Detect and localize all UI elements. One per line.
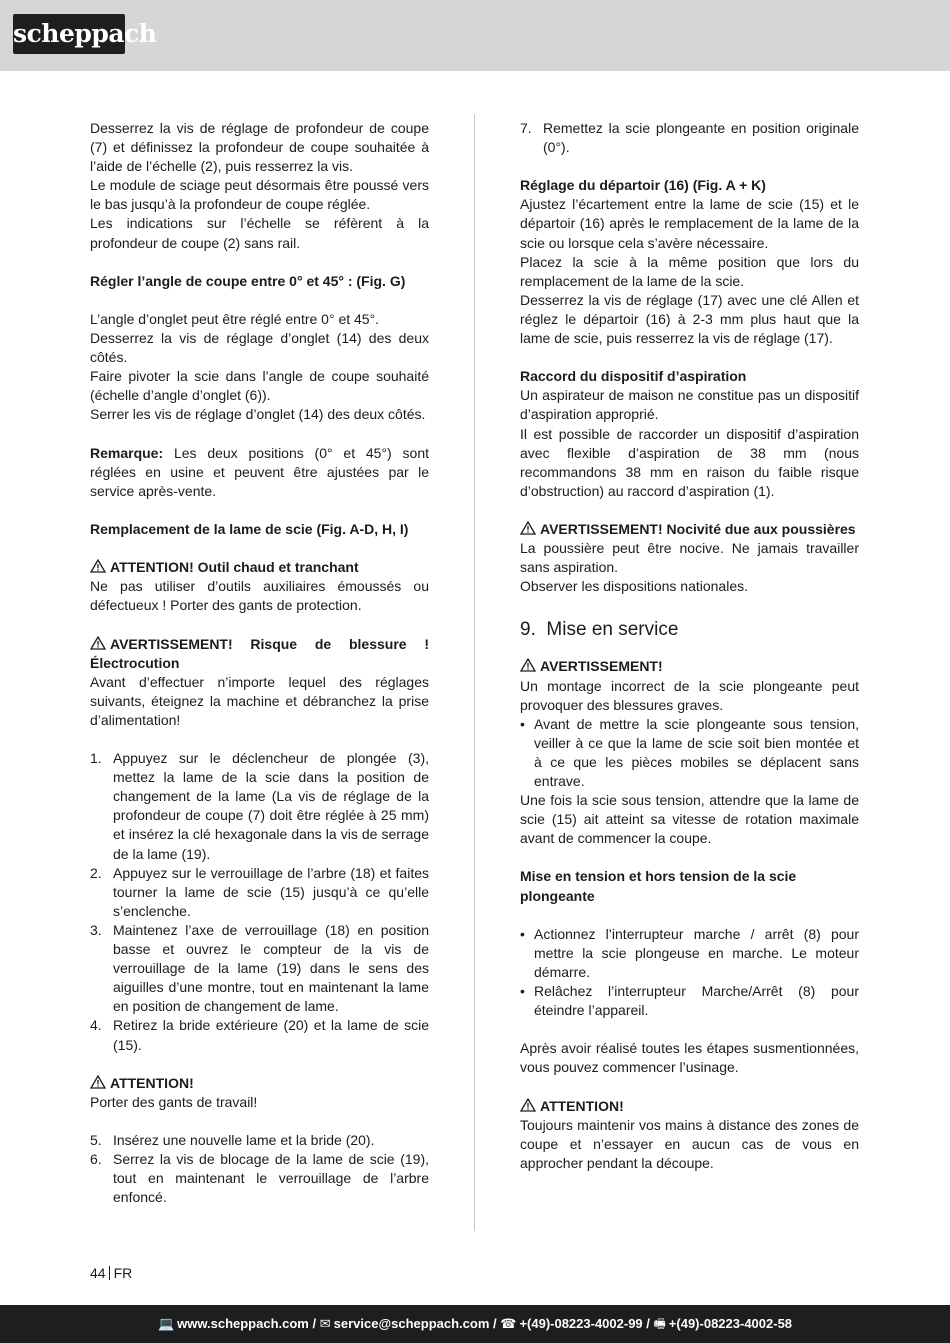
- warning-assembly: AVERTISSEMENT!: [520, 657, 859, 676]
- angle-paragraph-1: L’angle d’onglet peut être réglé entre 0° et 45°.: [90, 310, 380, 327]
- footer-website[interactable]: www.scheppach.com /: [177, 1316, 317, 1331]
- riving-paragraph-2: Placez la scie à la même position que lors du remplacement de la lame de la scie.: [520, 253, 859, 289]
- section-title: Mise en service: [546, 619, 679, 641]
- note-paragraph: [90, 444, 429, 501]
- footer-fax: +(49)-08223-4002-58: [668, 1316, 793, 1331]
- riving-paragraph-1: Ajustez l’écartement entre la lame de scie (15) et le départoir (16) après le remplacement de la lame de la scie ou lorsque cela s’avère nécessaire.: [520, 196, 859, 251]
- list-item: 1. Appuyez sur le déclencheur de plongée (3), mettez la lame de la scie dans la position de changement de la lame (La vis de réglage de la profondeur de coupe (7) doit être réglée à 25 mm) et insérez la clé hexagonale dans la vis de serrage de la lame (19).: [90, 750, 429, 862]
- warning-gloves-text: Porter des gants de travail!: [90, 1093, 258, 1110]
- warning-triangle-icon: [520, 658, 536, 672]
- left-column: [90, 119, 429, 1207]
- startup-bullet-list: [520, 715, 859, 791]
- angle-paragraph-2: Desserrez la vis de réglage d’onglet (14) des deux côtés.: [90, 330, 429, 366]
- warning-assembly-text: Un montage incorrect de la scie plongeante peut provoquer des blessures graves.: [520, 677, 859, 713]
- list-item: 6. Serrez la vis de blocage de la lame de scie (19), tout en maintenant le verrouillage de l’arbre enfoncé.: [90, 1151, 429, 1206]
- phone-icon: ☎: [500, 1316, 517, 1331]
- footer-phone: +(49)-08223-4002-99 /: [519, 1316, 650, 1331]
- note-label: Remarque:: [90, 444, 164, 461]
- warning-electrocution: AVERTISSEMENT! Risque de blessure ! Électrocution: [90, 635, 429, 671]
- list-item: 4. Retirez la bride extérieure (20) et la lame de scie (15).: [90, 1017, 429, 1053]
- list-item: 2. Appuyez sur le verrouillage de l’arbre (18) et faites tourner la lame de scie (15) jusqu’à ce qu’elle s’enclenche.: [90, 864, 429, 919]
- list-item: 7. Remettez la scie plongeante en position originale (0°).: [520, 120, 859, 156]
- warning-electrocution-text: Avant d’effectuer n’importe lequel des réglages suivants, éteignez la machine et débranchez la prise d’alimentation!: [90, 673, 429, 728]
- warning-triangle-icon: [90, 559, 106, 573]
- blade-heading: Remplacement de la lame de scie (Fig. A-D, H, I): [90, 520, 409, 537]
- warning-hot-sharp: ATTENTION! Outil chaud et tranchant: [90, 558, 429, 577]
- column-divider: [474, 114, 475, 1231]
- riving-paragraph-3: Desserrez la vis de réglage (17) avec une clé Allen et réglez le départoir (16) à 2-3 mm plus haut que la lame de scie, puis resserrez la vis de réglage (17).: [520, 291, 859, 347]
- list-item: 3. Maintenez l’axe de verrouillage (18) en position basse et ouvrez le compteur de la vis de verrouillage de la lame (19) dans le sens des aiguilles d’une montre, tout en maintenant la lame en position de changement de lame.: [90, 921, 429, 1015]
- warning-triangle-icon: [90, 636, 106, 650]
- warning-triangle-icon: [90, 1075, 106, 1089]
- section-heading: [520, 617, 859, 643]
- envelope-icon: ✉: [319, 1316, 331, 1331]
- warning-hands-text: Toujours maintenir vos mains à distance des zones de coupe et n’essayer en aucun cas de vous en approcher pendant la découpe.: [520, 1116, 859, 1171]
- section-number: 9.: [520, 619, 536, 641]
- depth-paragraph-2: Le module de sciage peut désormais être poussé vers le bas jusqu’à la profondeur de coupe réglée.: [90, 177, 429, 213]
- blade-steps-list-2: [90, 1131, 429, 1207]
- warning-dust: AVERTISSEMENT! Nocivité due aux poussières: [520, 520, 859, 539]
- list-item: • Relâchez l’interrupteur Marche/Arrêt (8) pour éteindre l’appareil.: [520, 982, 859, 1020]
- riving-knife-heading: Réglage du départoir (16) (Fig. A + K): [520, 177, 766, 194]
- startup-paragraph: Une fois la scie sous tension, attendre que la lame de scie (15) ait atteint sa vitesse de rotation maximale avant de commencer la coupe.: [520, 792, 859, 847]
- warning-hands: ATTENTION!: [520, 1097, 859, 1116]
- blade-steps-list: [90, 749, 429, 1055]
- power-switch-heading: Mise en tension et hors tension de la scie plongeante: [520, 868, 797, 904]
- blade-steps-list-3: [520, 119, 859, 157]
- footer-bar: [0, 1305, 950, 1343]
- brand-logo: scheppach: [13, 14, 125, 54]
- dust-paragraph-1: Un aspirateur de maison ne constitue pas un dispositif d’aspiration approprié.: [520, 387, 859, 423]
- warning-gloves: ATTENTION!: [90, 1074, 429, 1093]
- warning-dust-text-1: La poussière peut être nocive. Ne jamais travailler sans aspiration.: [520, 540, 859, 576]
- list-item: 5. Insérez une nouvelle lame et la bride (20).: [90, 1131, 375, 1148]
- footer-email[interactable]: service@scheppach.com /: [333, 1316, 497, 1331]
- list-item: • Actionnez l’interrupteur marche / arrêt (8) pour mettre la scie plongeuse en marche. Le moteur démarre.: [520, 925, 859, 982]
- laptop-icon: 💻: [157, 1316, 175, 1331]
- depth-paragraph-1: Desserrez la vis de réglage de profondeur de coupe (7) et définissez la profondeur de coupe souhaitée à l’aide de l’échelle (2), puis resserrez la vis.: [90, 120, 429, 175]
- depth-paragraph-3: Les indications sur l’échelle se réfèrent à la profondeur de coupe (2) sans rail.: [90, 215, 429, 251]
- angle-paragraph-4: Serrer les vis de réglage d’onglet (14) des deux côtés.: [90, 406, 426, 423]
- page-number: 44 FR: [90, 1265, 133, 1281]
- warning-triangle-icon: [520, 521, 536, 535]
- header-bar: [0, 0, 950, 71]
- warning-triangle-icon: [520, 1098, 536, 1112]
- dust-paragraph-2: Il est possible de raccorder un dispositif d’aspiration avec flexible d’aspiration de 38 mm (nous recommandons 38 mm en raison du faible risque d’obstruction) au raccord d’aspiration (1).: [520, 425, 859, 499]
- angle-paragraph-3: Faire pivoter la scie dans l’angle de coupe souhaité (échelle d’angle d’onglet (6)).: [90, 368, 429, 404]
- warning-dust-text-2: Observer les dispositions nationales.: [520, 578, 749, 595]
- power-bullet-list: [520, 925, 859, 1020]
- dust-extraction-heading: Raccord du dispositif d’aspiration: [520, 368, 747, 385]
- angle-heading: Régler l’angle de coupe entre 0° et 45° : (Fig. G): [90, 272, 406, 289]
- machining-paragraph: Après avoir réalisé toutes les étapes susmentionnées, vous pouvez commencer l’usinage.: [520, 1040, 859, 1076]
- warning-hot-sharp-text: Ne pas utiliser d’outils auxiliaires émoussés ou défectueux ! Porter des gants de protection.: [90, 578, 429, 614]
- note-text: Les deux positions (0° et 45°) sont réglées en usine et peuvent être ajustées par le service après-vente.: [90, 444, 429, 499]
- fax-icon: 🖷: [653, 1316, 666, 1331]
- list-item: • Avant de mettre la scie plongeante sous tension, veiller à ce que la lame de scie soit bien montée et à ce que les pièces mobiles se déplacent sans entrave.: [520, 715, 859, 791]
- right-column: [520, 119, 859, 1173]
